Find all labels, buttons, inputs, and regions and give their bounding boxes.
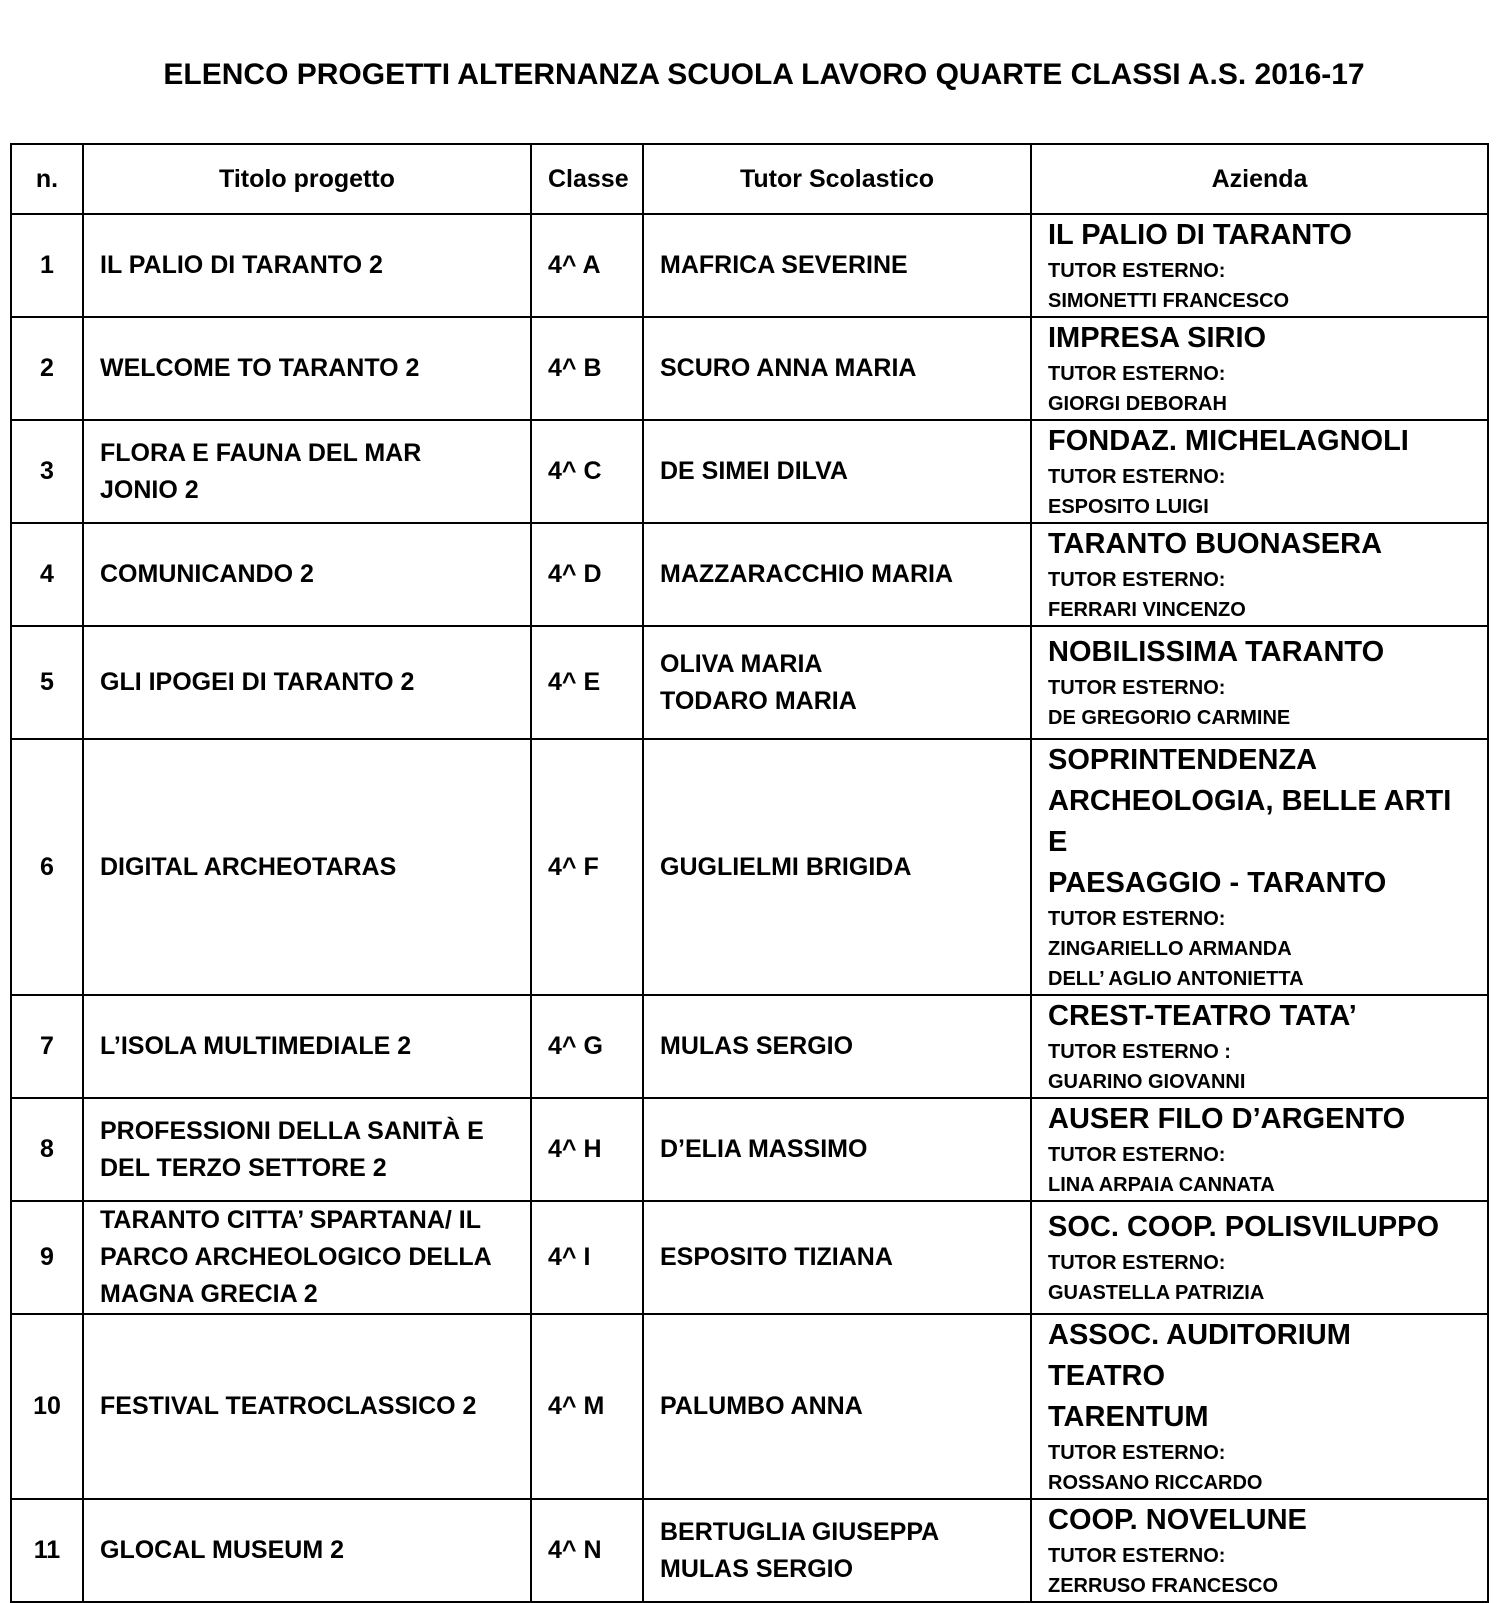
- cell-classe: 4^ H: [531, 1098, 643, 1201]
- external-tutor-label: TUTOR ESTERNO:: [1048, 1144, 1226, 1166]
- external-tutor-name: DE GREGORIO CARMINE: [1048, 707, 1291, 729]
- cell-classe: 4^ F: [531, 739, 643, 995]
- company-name-line: COOP. NOVELUNE: [1048, 1504, 1307, 1536]
- tutor-name-line: SCURO ANNA MARIA: [660, 354, 917, 382]
- company-name-line: PAESAGGIO - TARANTO: [1048, 867, 1387, 899]
- cell-classe: 4^ I: [531, 1201, 643, 1314]
- tutor-name-line: MAFRICA SEVERINE: [660, 251, 908, 279]
- external-tutor-name: FERRARI VINCENZO: [1048, 599, 1246, 621]
- document-title: ELENCO PROGETTI ALTERNANZA SCUOLA LAVORO QUARTE CLASSI A.S. 2016-17: [163, 58, 1365, 91]
- project-title-line: FESTIVAL TEATROCLASSICO 2: [100, 1392, 477, 1420]
- project-title-line: DIGITAL ARCHEOTARAS: [100, 852, 397, 881]
- project-title-line: GLOCAL MUSEUM 2: [100, 1536, 344, 1564]
- external-tutor-label: TUTOR ESTERNO:: [1048, 908, 1226, 930]
- tutor-name-line: MULAS SERGIO: [660, 1032, 854, 1060]
- cell-titolo: [83, 317, 531, 420]
- external-tutor-label: TUTOR ESTERNO:: [1048, 1252, 1226, 1274]
- company-name-line: SOPRINTENDENZA: [1048, 744, 1318, 776]
- cell-azienda: [1031, 420, 1488, 523]
- cell-n: 2: [11, 317, 83, 420]
- project-title-line: GLI IPOGEI DI TARANTO 2: [100, 668, 415, 696]
- table-row: [11, 1314, 1488, 1499]
- cell-titolo: [83, 1499, 531, 1602]
- projects-table: [10, 143, 1489, 1603]
- tutor-name-line: PALUMBO ANNA: [660, 1392, 863, 1420]
- company-name-line: AUSER FILO D’ARGENTO: [1048, 1103, 1406, 1135]
- company-name-line: TARENTUM: [1048, 1401, 1209, 1433]
- cell-titolo: [83, 214, 531, 317]
- cell-tutor: [643, 420, 1031, 523]
- cell-classe: 4^ E: [531, 626, 643, 739]
- tutor-name-line: GUGLIELMI BRIGIDA: [660, 852, 912, 881]
- cell-n: 11: [11, 1499, 83, 1602]
- cell-tutor: [643, 626, 1031, 739]
- table-row: [11, 626, 1488, 739]
- cell-classe: 4^ M: [531, 1314, 643, 1499]
- external-tutor-name: GUASTELLA PATRIZIA: [1048, 1282, 1265, 1304]
- cell-titolo: [83, 1314, 531, 1499]
- project-title-line: TARANTO CITTA’ SPARTANA/ IL: [100, 1206, 482, 1234]
- project-title-line: L’ISOLA MULTIMEDIALE 2: [100, 1032, 412, 1060]
- cell-classe: 4^ B: [531, 317, 643, 420]
- cell-n: 10: [11, 1314, 83, 1499]
- cell-azienda: [1031, 626, 1488, 739]
- cell-titolo: [83, 739, 531, 995]
- cell-tutor: [643, 214, 1031, 317]
- company-name-line: TARANTO BUONASERA: [1048, 528, 1383, 560]
- cell-titolo: [83, 523, 531, 626]
- company-name-line: IL PALIO DI TARANTO: [1048, 219, 1352, 251]
- tutor-name-line: MAZZARACCHIO MARIA: [660, 560, 954, 588]
- cell-tutor: [643, 1098, 1031, 1201]
- external-tutor-name: SIMONETTI FRANCESCO: [1048, 290, 1290, 312]
- table-body: [11, 214, 1488, 1602]
- table-row: [11, 1499, 1488, 1602]
- project-title-line: COMUNICANDO 2: [100, 560, 314, 588]
- external-tutor-name: LINA ARPAIA CANNATA: [1048, 1174, 1275, 1196]
- external-tutor-name: ESPOSITO LUIGI: [1048, 496, 1209, 518]
- tutor-name-line: BERTUGLIA GIUSEPPA: [660, 1517, 940, 1546]
- cell-azienda: [1031, 1098, 1488, 1201]
- cell-azienda: [1031, 523, 1488, 626]
- cell-tutor: [643, 1314, 1031, 1499]
- cell-n: 9: [11, 1201, 83, 1314]
- cell-n: 8: [11, 1098, 83, 1201]
- header-classe: Classe: [531, 144, 643, 214]
- cell-n: 3: [11, 420, 83, 523]
- cell-azienda: [1031, 1314, 1488, 1499]
- cell-titolo: [83, 420, 531, 523]
- cell-classe: 4^ A: [531, 214, 643, 317]
- project-title-line: MAGNA GRECIA 2: [100, 1280, 318, 1308]
- tutor-name-line: ESPOSITO TIZIANA: [660, 1243, 893, 1271]
- company-name-line: IMPRESA SIRIO: [1048, 322, 1267, 354]
- tutor-name-line: DE SIMEI DILVA: [660, 457, 848, 485]
- external-tutor-name: GUARINO GIOVANNI: [1048, 1071, 1246, 1093]
- header-tutor: Tutor Scolastico: [643, 144, 1031, 214]
- cell-tutor: [643, 523, 1031, 626]
- cell-titolo: [83, 1098, 531, 1201]
- project-title-line: IL PALIO DI TARANTO 2: [100, 251, 383, 279]
- cell-azienda: [1031, 1499, 1488, 1602]
- project-title-line: DEL TERZO SETTORE 2: [100, 1153, 387, 1182]
- external-tutor-label: TUTOR ESTERNO:: [1048, 260, 1226, 282]
- header-titolo: Titolo progetto: [83, 144, 531, 214]
- external-tutor-name: ZINGARIELLO ARMANDA: [1048, 938, 1292, 960]
- cell-classe: 4^ D: [531, 523, 643, 626]
- external-tutor-name: DELL’ AGLIO ANTONIETTA: [1048, 968, 1304, 990]
- cell-classe: 4^ N: [531, 1499, 643, 1602]
- cell-titolo: [83, 1201, 531, 1314]
- table-row: [11, 995, 1488, 1098]
- cell-azienda: [1031, 1201, 1488, 1314]
- cell-classe: 4^ G: [531, 995, 643, 1098]
- project-title-line: PARCO ARCHEOLOGICO DELLA: [100, 1243, 492, 1271]
- cell-tutor: [643, 1499, 1031, 1602]
- project-title-line: JONIO 2: [100, 475, 199, 504]
- cell-n: 7: [11, 995, 83, 1098]
- cell-n: 6: [11, 739, 83, 995]
- project-title-line: PROFESSIONI DELLA SANITÀ E: [100, 1116, 484, 1145]
- table-row: [11, 739, 1488, 995]
- external-tutor-name: ROSSANO RICCARDO: [1048, 1472, 1263, 1494]
- cell-n: 5: [11, 626, 83, 739]
- external-tutor-name: GIORGI DEBORAH: [1048, 393, 1227, 415]
- external-tutor-label: TUTOR ESTERNO:: [1048, 677, 1226, 699]
- cell-tutor: [643, 1201, 1031, 1314]
- tutor-name-line: D’ELIA MASSIMO: [660, 1135, 868, 1163]
- cell-n: 1: [11, 214, 83, 317]
- external-tutor-name: ZERRUSO FRANCESCO: [1048, 1575, 1279, 1597]
- cell-azienda: [1031, 214, 1488, 317]
- external-tutor-label: TUTOR ESTERNO:: [1048, 363, 1226, 385]
- cell-tutor: [643, 317, 1031, 420]
- table-row: [11, 1098, 1488, 1201]
- cell-titolo: [83, 626, 531, 739]
- external-tutor-label: TUTOR ESTERNO:: [1048, 466, 1226, 488]
- external-tutor-label: TUTOR ESTERNO:: [1048, 1442, 1226, 1464]
- cell-n: 4: [11, 523, 83, 626]
- table-header-row: [11, 144, 1488, 214]
- table-row: [11, 420, 1488, 523]
- header-azienda: Azienda: [1031, 144, 1488, 214]
- company-name-line: SOC. COOP. POLISVILUPPO: [1048, 1211, 1440, 1243]
- external-tutor-label: TUTOR ESTERNO:: [1048, 569, 1226, 591]
- external-tutor-label: TUTOR ESTERNO:: [1048, 1545, 1226, 1567]
- cell-azienda: [1031, 739, 1488, 995]
- company-name-line: CREST-TEATRO TATA’: [1048, 1000, 1357, 1032]
- table-row: [11, 214, 1488, 317]
- table-row: [11, 317, 1488, 420]
- header-n: n.: [11, 144, 83, 214]
- cell-titolo: [83, 995, 531, 1098]
- company-name-line: NOBILISSIMA TARANTO: [1048, 636, 1385, 668]
- external-tutor-label: TUTOR ESTERNO :: [1048, 1041, 1231, 1063]
- cell-azienda: [1031, 317, 1488, 420]
- project-title-line: FLORA E FAUNA DEL MAR: [100, 438, 422, 467]
- cell-azienda: [1031, 995, 1488, 1098]
- cell-tutor: [643, 995, 1031, 1098]
- table-row: [11, 523, 1488, 626]
- project-title-line: WELCOME TO TARANTO 2: [100, 354, 420, 382]
- tutor-name-line: TODARO MARIA: [660, 686, 857, 715]
- cell-classe: 4^ C: [531, 420, 643, 523]
- company-name-line: ASSOC. AUDITORIUM TEATRO: [1048, 1319, 1351, 1392]
- tutor-name-line: OLIVA MARIA: [660, 649, 823, 678]
- company-name-line: ARCHEOLOGIA, BELLE ARTI E: [1048, 785, 1452, 858]
- table-row: [11, 1201, 1488, 1314]
- cell-tutor: [643, 739, 1031, 995]
- tutor-name-line: MULAS SERGIO: [660, 1554, 854, 1583]
- company-name-line: FONDAZ. MICHELAGNOLI: [1048, 425, 1409, 457]
